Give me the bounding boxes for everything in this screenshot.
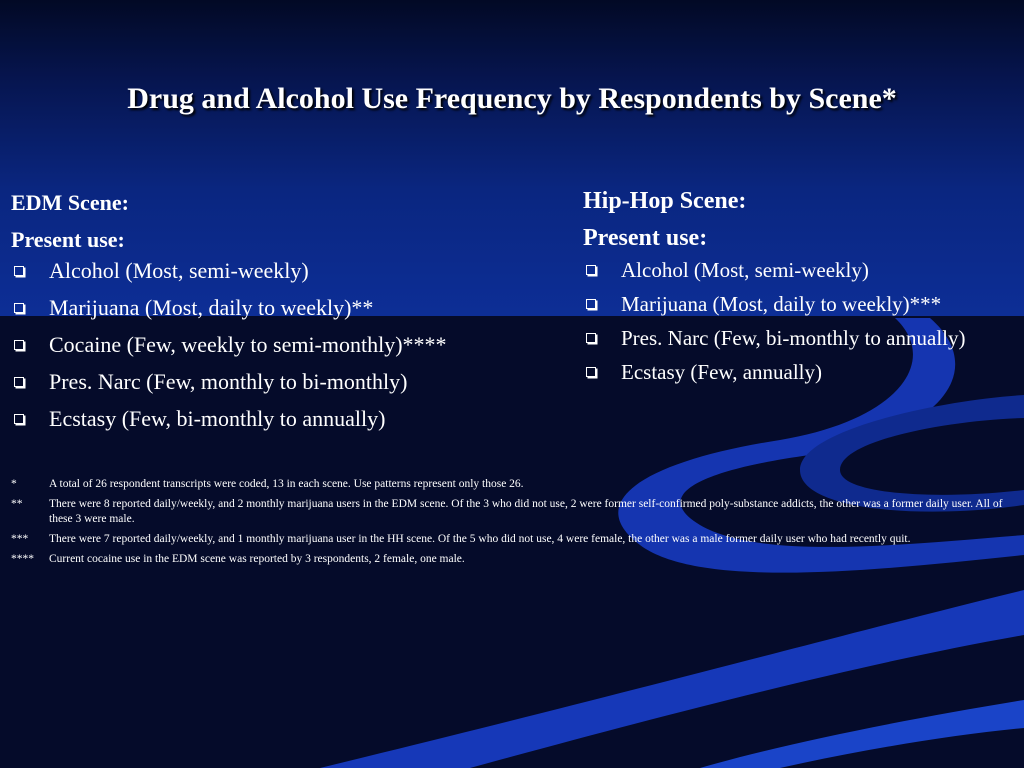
list-item [11,332,551,358]
edm-item-marijuana: Marijuana (Most, daily to weekly)** [49,295,374,320]
edm-item-alcohol: Alcohol (Most, semi-weekly) [49,258,309,283]
footnote [11,477,1011,492]
list-item [11,295,551,321]
checkbox-bullet-icon [586,265,596,275]
checkbox-bullet-icon [586,367,596,377]
checkbox-bullet-icon [14,377,24,387]
hiphop-item-pres-narc: Pres. Narc (Few, bi-monthly to annually) [621,326,966,350]
edm-scene-heading: EDM Scene: [11,190,129,215]
hiphop-item-ecstasy: Ecstasy (Few, annually) [621,360,822,384]
checkbox-bullet-icon [14,266,24,276]
footnote-marker: * [11,478,17,490]
edm-item-ecstasy: Ecstasy (Few, bi-monthly to annually) [49,406,386,431]
footnote-text: A total of 26 respondent transcripts were coded, 13 in each scene. Use patterns represent only those 26. [49,478,524,490]
edm-item-cocaine: Cocaine (Few, weekly to semi-monthly)**** [49,332,447,357]
hiphop-scene-heading: Hip-Hop Scene: [583,188,747,214]
footnote-marker: *** [11,533,29,545]
list-item [583,325,1003,352]
footnote-text: There were 7 reported daily/weekly, and 1 monthly marijuana user in the HH scene. Of the 5 who did not use, 4 were female, the other was a male former daily user who had recently quit. [49,533,911,545]
edm-present-use-heading: Present use: [11,227,125,252]
list-item [11,406,551,432]
list-item [583,359,1003,386]
footnote-text: There were 8 reported daily/weekly, and 2 monthly marijuana users in the EDM scene. Of the 3 who did not use, 2 were former self-confirmed poly-substance addicts, the other was a former daily user. All of these 3 were male. [49,498,1003,525]
hiphop-use-list [583,257,1003,386]
checkbox-bullet-icon [586,333,596,343]
hiphop-item-alcohol: Alcohol (Most, semi-weekly) [621,258,869,282]
footnote-text: Current cocaine use in the EDM scene was reported by 3 respondents, 2 female, one male. [49,553,465,565]
edm-use-list [11,258,551,432]
checkbox-bullet-icon [14,414,24,424]
hiphop-scene-column [583,183,1003,393]
footnote [11,552,1011,567]
checkbox-bullet-icon [14,303,24,313]
checkbox-bullet-icon [586,299,596,309]
list-item [11,258,551,284]
edm-item-pres-narc: Pres. Narc (Few, monthly to bi-monthly) [49,369,408,394]
footnote [11,532,1011,547]
edm-scene-column [11,184,551,443]
hiphop-item-marijuana: Marijuana (Most, daily to weekly)*** [621,292,942,316]
footnote-marker: ** [11,498,23,510]
swoosh-band-2 [700,700,1024,768]
checkbox-bullet-icon [14,340,24,350]
slide-title: Drug and Alcohol Use Frequency by Respondents by Scene* [127,82,897,115]
hiphop-present-use-heading: Present use: [583,225,708,251]
footnote-marker: **** [11,553,34,565]
list-item [583,291,1003,318]
list-item [583,257,1003,284]
footnotes [11,477,1011,572]
footnote [11,497,1011,527]
list-item [11,369,551,395]
